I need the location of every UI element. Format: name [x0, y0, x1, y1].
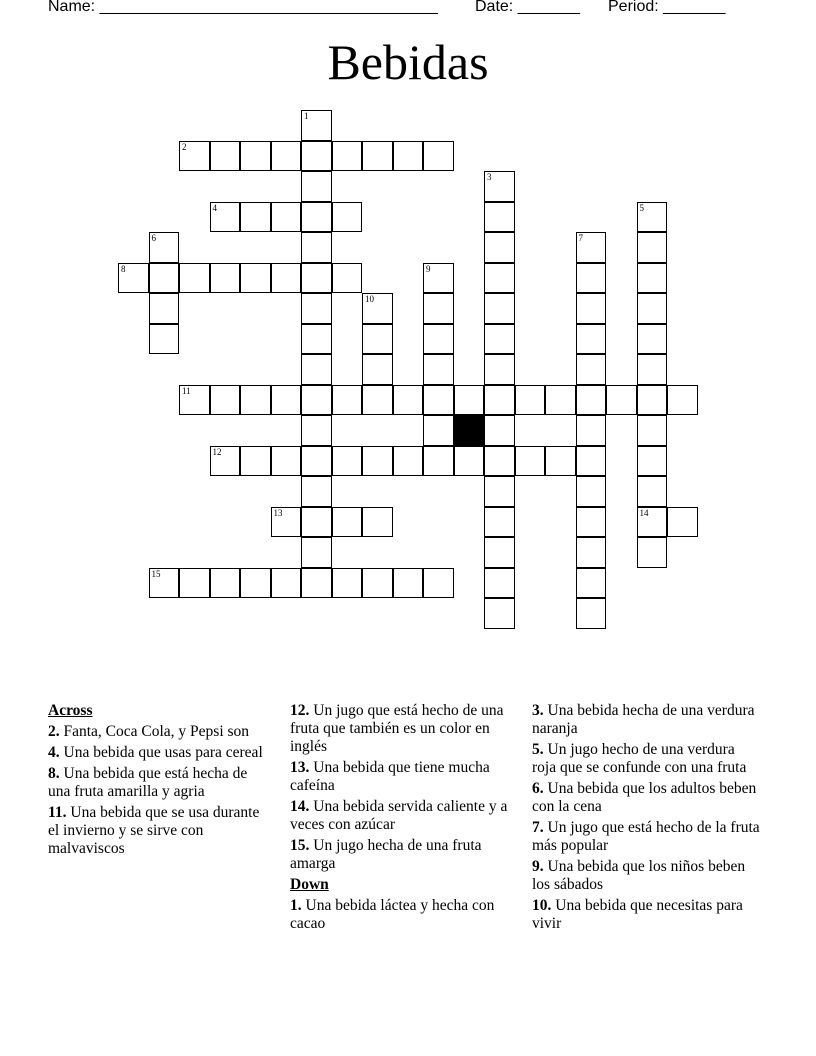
crossword-cell[interactable] [576, 476, 607, 507]
crossword-cell[interactable] [210, 263, 241, 294]
clue-across-11: 11. Una bebida que se usa durante el invierno y se sirve con malvaviscos [48, 804, 260, 857]
crossword-cell[interactable] [423, 415, 454, 446]
clue-number: 14 [639, 507, 649, 518]
crossword-cell[interactable] [576, 263, 607, 294]
crossword-cell[interactable] [362, 385, 393, 416]
crossword-cell[interactable] [362, 507, 393, 538]
crossword-cell[interactable] [210, 568, 241, 599]
crossword-cell[interactable] [423, 263, 454, 294]
crossword-cell[interactable] [301, 354, 332, 385]
crossword-cell[interactable] [576, 598, 607, 629]
crossword-cell[interactable] [149, 324, 180, 355]
crossword-cell[interactable] [484, 446, 515, 477]
clue-number: 9 [426, 263, 431, 274]
crossword-cell[interactable] [393, 446, 424, 477]
crossword-cell[interactable] [484, 568, 515, 599]
crossword-cell[interactable] [637, 385, 668, 416]
crossword-cell[interactable] [393, 568, 424, 599]
crossword-cell[interactable] [576, 507, 607, 538]
crossword-cell[interactable] [484, 476, 515, 507]
crossword-cell[interactable] [637, 232, 668, 263]
crossword-cell[interactable] [545, 446, 576, 477]
crossword-cell[interactable] [240, 202, 271, 233]
crossword-cell[interactable] [362, 293, 393, 324]
crossword-cell[interactable] [149, 232, 180, 263]
down-heading: Down [290, 876, 329, 893]
crossword-cell[interactable] [637, 446, 668, 477]
crossword-cell[interactable] [667, 385, 698, 416]
crossword-cell[interactable] [423, 354, 454, 385]
crossword-cell[interactable] [179, 263, 210, 294]
crossword-cell[interactable] [332, 446, 363, 477]
crossword-cell[interactable] [332, 141, 363, 172]
crossword-cell[interactable] [637, 202, 668, 233]
crossword-cell[interactable] [301, 171, 332, 202]
name-field[interactable]: Name: ______________________________________ [48, 0, 438, 15]
crossword-cell[interactable] [484, 415, 515, 446]
crossword-cell[interactable] [423, 141, 454, 172]
crossword-cell[interactable] [393, 141, 424, 172]
clue-number: 13 [273, 507, 283, 518]
crossword-cell[interactable] [576, 354, 607, 385]
crossword-cell[interactable] [362, 568, 393, 599]
crossword-cell[interactable] [149, 263, 180, 294]
crossword-cell[interactable] [484, 232, 515, 263]
clue-across-14: 14. Una bebida servida caliente y a veces con azúcar [290, 798, 508, 833]
crossword-cell[interactable] [637, 537, 668, 568]
crossword-cell[interactable] [301, 202, 332, 233]
crossword-cell[interactable] [362, 324, 393, 355]
crossword-cell[interactable] [210, 385, 241, 416]
clue-number: 5 [639, 202, 644, 213]
clue-down-9: 9. Una bebida que los niños beben los sábados [532, 858, 746, 893]
clue-down-7: 7. Un jugo que está hecho de la fruta más popular [532, 819, 760, 854]
crossword-cell[interactable] [484, 385, 515, 416]
crossword-cell[interactable] [301, 446, 332, 477]
clue-down-6: 6. Una bebida que los adultos beben con la cena [532, 780, 757, 815]
crossword-cell[interactable] [576, 385, 607, 416]
crossword-cell[interactable] [301, 110, 332, 141]
crossword-cell[interactable] [576, 293, 607, 324]
crossword-cell[interactable] [454, 446, 485, 477]
crossword-cell[interactable] [149, 293, 180, 324]
crossword-cell[interactable] [667, 507, 698, 538]
clue-number: 7 [578, 233, 583, 243]
clue-number: 6 [151, 233, 156, 243]
clue-across-13: 13. Una bebida que tiene mucha cafeína [290, 759, 490, 794]
clue-number: 8 [121, 263, 126, 274]
crossword-cell[interactable] [362, 446, 393, 477]
crossword-cell[interactable] [423, 446, 454, 477]
crossword-cell[interactable] [301, 293, 332, 324]
crossword-cell[interactable] [301, 263, 332, 294]
crossword-cell[interactable] [271, 507, 302, 538]
crossword-cell[interactable] [423, 568, 454, 599]
crossword-cell[interactable] [332, 568, 363, 599]
crossword-cell[interactable] [210, 446, 241, 477]
crossword-cell[interactable] [637, 263, 668, 294]
clue-number: 12 [212, 446, 222, 457]
crossword-cell[interactable] [210, 141, 241, 172]
crossword-cell[interactable] [179, 141, 210, 172]
clue-column-3 [532, 702, 762, 936]
crossword-cell[interactable] [240, 141, 271, 172]
crossword-cell[interactable] [484, 263, 515, 294]
crossword-cell[interactable] [240, 263, 271, 294]
crossword-cell[interactable] [271, 263, 302, 294]
crossword-cell[interactable] [423, 385, 454, 416]
crossword-cell[interactable] [637, 324, 668, 355]
crossword-cell[interactable] [484, 293, 515, 324]
crossword-block-cell [454, 415, 485, 446]
clue-across-12: 12. Un jugo que está hecho de una fruta que también es un color en inglés [290, 702, 504, 755]
page-title: Bebidas [327, 34, 489, 90]
crossword-cell[interactable] [576, 232, 607, 263]
clue-column-1 [48, 702, 268, 861]
crossword-cell[interactable] [240, 568, 271, 599]
crossword-cell[interactable] [332, 385, 363, 416]
crossword-cell[interactable] [301, 476, 332, 507]
crossword-cell[interactable] [271, 385, 302, 416]
crossword-cell[interactable] [301, 141, 332, 172]
clue-number: 3 [487, 172, 492, 182]
crossword-cell[interactable] [393, 385, 424, 416]
crossword-cell[interactable] [271, 568, 302, 599]
crossword-cell[interactable] [637, 354, 668, 385]
crossword-cell[interactable] [301, 507, 332, 538]
crossword-cell[interactable] [301, 415, 332, 446]
crossword-cell[interactable] [301, 324, 332, 355]
across-heading: Across [48, 702, 93, 719]
crossword-cell[interactable] [271, 141, 302, 172]
crossword-cell[interactable] [301, 385, 332, 416]
crossword-cell[interactable] [484, 507, 515, 538]
crossword-cell[interactable] [576, 568, 607, 599]
clue-column-2 [290, 702, 522, 936]
crossword-cell[interactable] [637, 415, 668, 446]
clue-down-1: 1. Una bebida láctea y hecha con cacao [290, 897, 495, 932]
clue-number: 15 [151, 568, 161, 579]
crossword-cell[interactable] [484, 537, 515, 568]
crossword-cell[interactable] [149, 568, 180, 599]
crossword-cell[interactable] [271, 446, 302, 477]
crossword-cell[interactable] [210, 202, 241, 233]
crossword-cell[interactable] [484, 598, 515, 629]
crossword-cell[interactable] [362, 354, 393, 385]
crossword-cell[interactable] [576, 537, 607, 568]
crossword-cell[interactable] [301, 232, 332, 263]
crossword-cell[interactable] [179, 568, 210, 599]
crossword-cell[interactable] [332, 202, 363, 233]
clue-number: 11 [182, 385, 191, 396]
clue-across-2: 2. Fanta, Coca Cola, y Pepsi son [48, 723, 250, 740]
clue-across-8: 8. Una bebida que está hecha de una fruta amarilla y agria [48, 765, 248, 800]
crossword-cell[interactable] [484, 171, 515, 202]
clue-number: 10 [365, 294, 374, 304]
crossword-cell[interactable] [271, 202, 302, 233]
date-field[interactable]: Date: _______ [475, 0, 580, 15]
crossword-cell[interactable] [240, 446, 271, 477]
crossword-cell[interactable] [240, 385, 271, 416]
crossword-cell[interactable] [484, 354, 515, 385]
crossword-cell[interactable] [301, 568, 332, 599]
crossword-cell[interactable] [515, 385, 546, 416]
clue-down-10: 10. Una bebida que necesitas para vivir [532, 897, 743, 932]
clue-number: 4 [212, 202, 217, 213]
crossword-cell[interactable] [545, 385, 576, 416]
crossword-cell[interactable] [179, 385, 210, 416]
crossword-cell[interactable] [301, 537, 332, 568]
crossword-cell[interactable] [454, 385, 485, 416]
crossword-cell[interactable] [423, 293, 454, 324]
crossword-cell[interactable] [637, 476, 668, 507]
crossword-cell[interactable] [606, 385, 637, 416]
crossword-cell[interactable] [484, 324, 515, 355]
crossword-cell[interactable] [484, 202, 515, 233]
crossword-cell[interactable] [637, 507, 668, 538]
crossword-cell[interactable] [576, 446, 607, 477]
crossword-cell[interactable] [332, 507, 363, 538]
clue-across-4: 4. Una bebida que usas para cereal [48, 744, 263, 761]
period-field[interactable]: Period: _______ [608, 0, 726, 15]
crossword-cell[interactable] [423, 324, 454, 355]
clue-down-3: 3. Una bebida hecha de una verdura naranja [532, 702, 755, 737]
crossword-cell[interactable] [576, 415, 607, 446]
crossword-cell[interactable] [515, 446, 546, 477]
crossword-cell[interactable] [362, 141, 393, 172]
clue-number: 1 [304, 111, 309, 121]
clue-down-5: 5. Un jugo hecho de una verdura roja que se confunde con una fruta [532, 741, 747, 776]
crossword-cell[interactable] [637, 293, 668, 324]
crossword-cell[interactable] [332, 263, 363, 294]
crossword-cell[interactable] [576, 324, 607, 355]
clue-across-15: 15. Un jugo hecha de una fruta amarga [290, 837, 482, 872]
crossword-cell[interactable] [118, 263, 149, 294]
clue-number: 2 [182, 141, 187, 152]
